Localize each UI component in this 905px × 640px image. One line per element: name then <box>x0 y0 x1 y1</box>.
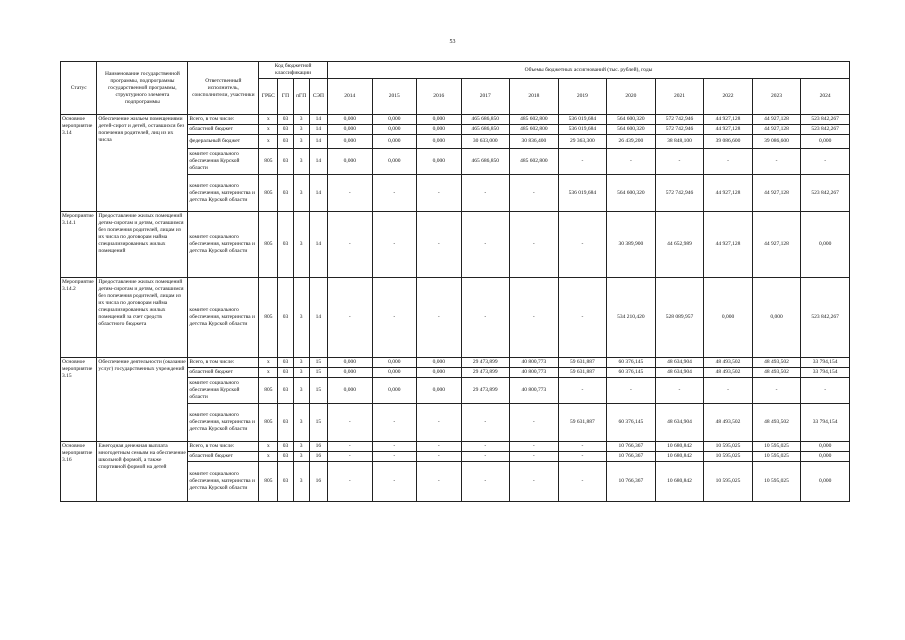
row-value: 33 794,154 <box>801 368 850 378</box>
row-code: 805 <box>259 378 278 404</box>
row-value: - <box>417 175 462 212</box>
row-responsible: комитет социального обеспечения, материнства и детства Курской области <box>188 175 259 212</box>
row-value: - <box>510 278 559 358</box>
header-year: 2019 <box>558 79 607 115</box>
row-value: 536 019,684 <box>558 175 607 212</box>
row-value: - <box>417 442 462 452</box>
row-value: - <box>328 212 373 278</box>
row-name: Предоставление жилых помещений детям-сиротам и детям, оставшимся без попечения родителей, лицам из их числа по договорам найма специализированных жилых помещений за счет средств областного бюджета <box>97 278 188 358</box>
row-value: 0,000 <box>417 149 462 175</box>
row-value: - <box>372 212 417 278</box>
header-year: 2018 <box>510 79 559 115</box>
row-code: 03 <box>278 378 293 404</box>
row-value: 29 363,300 <box>558 135 607 149</box>
row-value: 44 927,128 <box>752 115 801 125</box>
row-value: - <box>417 404 462 442</box>
row-code: 14 <box>309 115 327 125</box>
row-value: 0,000 <box>801 135 850 149</box>
row-code: 3 <box>293 135 309 149</box>
row-value: - <box>461 442 510 452</box>
row-value: 48 493,502 <box>704 404 753 442</box>
row-value: 44 927,128 <box>752 175 801 212</box>
row-value: 10 680,842 <box>655 442 704 452</box>
row-value: - <box>461 278 510 358</box>
header-year: 2024 <box>801 79 850 115</box>
row-value: 44 927,128 <box>752 212 801 278</box>
row-value: - <box>655 149 704 175</box>
budget-table <box>60 61 850 502</box>
row-value: 0,000 <box>372 125 417 135</box>
row-value: 44 927,128 <box>752 125 801 135</box>
row-value: 10 595,025 <box>752 462 801 502</box>
row-value: 0,000 <box>801 462 850 502</box>
row-value: 48 493,502 <box>752 358 801 368</box>
row-name: Обеспечение жильем помещениями детей-сирот и детей, оставшихся без попечения родителей, лиц из их числа <box>97 115 188 212</box>
row-code: 15 <box>309 368 327 378</box>
row-value: 0,000 <box>372 368 417 378</box>
row-code: 03 <box>278 125 293 135</box>
row-code: х <box>259 358 278 368</box>
row-value: 40 800,773 <box>510 368 559 378</box>
row-value: - <box>510 452 559 462</box>
table-row <box>61 442 850 452</box>
row-code: 3 <box>293 278 309 358</box>
row-value: 60 376,145 <box>607 368 656 378</box>
row-code: 3 <box>293 125 309 135</box>
row-code: 15 <box>309 358 327 368</box>
row-value: 10 595,025 <box>704 452 753 462</box>
row-value: 38 848,100 <box>655 135 704 149</box>
row-value: 523 842,267 <box>801 115 850 125</box>
row-value: - <box>510 212 559 278</box>
row-value: - <box>417 212 462 278</box>
row-value: 60 376,145 <box>607 358 656 368</box>
header-status: Статус <box>61 62 97 115</box>
header-code-col: ГРБС <box>259 79 278 115</box>
row-value: 485 602,800 <box>510 125 559 135</box>
row-value: 0,000 <box>417 125 462 135</box>
row-code: 15 <box>309 378 327 404</box>
header-year: 2022 <box>704 79 753 115</box>
row-responsible: комитет социального обеспечения, материнства и детства Курской области <box>188 404 259 442</box>
row-value: 30 389,900 <box>607 212 656 278</box>
row-value: 39 086,600 <box>752 135 801 149</box>
row-value: 48 634,904 <box>655 358 704 368</box>
row-code: 3 <box>293 378 309 404</box>
row-code: 14 <box>309 278 327 358</box>
row-value: - <box>328 175 373 212</box>
row-value: 10 595,025 <box>752 452 801 462</box>
row-value: - <box>372 175 417 212</box>
row-value: 40 800,773 <box>510 378 559 404</box>
row-value: 536 019,684 <box>558 115 607 125</box>
row-value: 29 473,899 <box>461 368 510 378</box>
row-code: 805 <box>259 462 278 502</box>
row-value: - <box>655 378 704 404</box>
row-code: 03 <box>278 175 293 212</box>
row-value: - <box>461 404 510 442</box>
row-code: 03 <box>278 452 293 462</box>
row-value: 523 842,267 <box>801 175 850 212</box>
table-row <box>61 278 850 358</box>
row-value: 0,000 <box>328 378 373 404</box>
row-code: 805 <box>259 175 278 212</box>
row-value: 40 800,773 <box>510 358 559 368</box>
table-row <box>61 212 850 278</box>
row-value: 523 842,267 <box>801 278 850 358</box>
row-value: 572 742,946 <box>655 175 704 212</box>
row-value: 528 089,957 <box>655 278 704 358</box>
row-code: 15 <box>309 404 327 442</box>
row-value: 48 634,904 <box>655 368 704 378</box>
row-code: 3 <box>293 115 309 125</box>
row-value: - <box>372 452 417 462</box>
row-code: 14 <box>309 149 327 175</box>
row-responsible: комитет социального обеспечения, материнства и детства Курской области <box>188 278 259 358</box>
row-value: 10 766,367 <box>607 452 656 462</box>
row-code: 03 <box>278 442 293 452</box>
header-code-col: ГП <box>278 79 293 115</box>
row-code: 14 <box>309 135 327 149</box>
row-code: 3 <box>293 358 309 368</box>
row-code: 16 <box>309 452 327 462</box>
row-value: 0,000 <box>801 452 850 462</box>
row-value: - <box>328 442 373 452</box>
row-value: 29 473,899 <box>461 358 510 368</box>
row-value: - <box>328 452 373 462</box>
row-value: 0,000 <box>372 378 417 404</box>
row-value: 523 842,267 <box>801 125 850 135</box>
row-value: 48 634,904 <box>655 404 704 442</box>
row-value: 30 836,400 <box>510 135 559 149</box>
row-value: 59 631,887 <box>558 404 607 442</box>
row-code: х <box>259 442 278 452</box>
row-value: 44 652,989 <box>655 212 704 278</box>
row-value: - <box>372 442 417 452</box>
row-value: 0,000 <box>372 135 417 149</box>
row-code: 03 <box>278 115 293 125</box>
row-value: - <box>372 278 417 358</box>
row-value: 0,000 <box>417 358 462 368</box>
row-code: 03 <box>278 149 293 175</box>
header-year: 2015 <box>372 79 417 115</box>
header-code-group: Код бюджетной классификации <box>259 62 328 79</box>
row-value: 10 595,025 <box>752 442 801 452</box>
row-code: 805 <box>259 404 278 442</box>
row-code: х <box>259 125 278 135</box>
header-year: 2016 <box>417 79 462 115</box>
row-value: 465 686,850 <box>461 149 510 175</box>
row-value: 534 210,420 <box>607 278 656 358</box>
row-responsible: Всего, в том числе: <box>188 115 259 125</box>
row-value: 0,000 <box>752 278 801 358</box>
row-code: 805 <box>259 149 278 175</box>
row-code: 03 <box>278 404 293 442</box>
row-value: - <box>801 378 850 404</box>
row-value: 59 631,887 <box>558 368 607 378</box>
row-value: - <box>328 404 373 442</box>
table-row <box>61 115 850 125</box>
row-value: 0,000 <box>801 442 850 452</box>
row-code: 3 <box>293 212 309 278</box>
row-value: - <box>372 404 417 442</box>
row-value: - <box>558 442 607 452</box>
row-value: - <box>704 149 753 175</box>
row-value: 30 633,000 <box>461 135 510 149</box>
row-code: х <box>259 368 278 378</box>
header-year: 2021 <box>655 79 704 115</box>
row-code: 14 <box>309 125 327 135</box>
row-value: 48 493,502 <box>752 404 801 442</box>
row-code: 16 <box>309 442 327 452</box>
row-code: 3 <box>293 368 309 378</box>
row-value: 0,000 <box>328 115 373 125</box>
row-value: 0,000 <box>372 358 417 368</box>
row-value: - <box>510 404 559 442</box>
row-value: - <box>510 442 559 452</box>
row-status: Основное мероприятие 3.15 <box>61 358 97 442</box>
row-value: - <box>558 452 607 462</box>
table-row <box>61 358 850 368</box>
row-value: - <box>558 462 607 502</box>
row-value: - <box>558 378 607 404</box>
row-value: 48 493,502 <box>704 368 753 378</box>
row-name: Предоставление жилых помещений детям-сиротам и детям, оставшимся без попечения родителей, лицам из их числа по договорам найма специализированных жилых помещений <box>97 212 188 278</box>
row-name: Ежегодная денежная выплата многодетным семьям на обеспечение школьной формой, а также спортивной формой на детей <box>97 442 188 502</box>
row-value: 536 019,684 <box>558 125 607 135</box>
row-responsible: комитет социального обеспечения Курской области <box>188 378 259 404</box>
row-code: 14 <box>309 212 327 278</box>
row-code: 805 <box>259 278 278 358</box>
row-value: - <box>801 149 850 175</box>
row-value: - <box>558 212 607 278</box>
row-code: 3 <box>293 149 309 175</box>
row-value: 10 680,842 <box>655 462 704 502</box>
row-value: 33 794,154 <box>801 358 850 368</box>
row-value: 0,000 <box>328 358 373 368</box>
row-value: - <box>752 378 801 404</box>
header-year: 2020 <box>607 79 656 115</box>
row-value: - <box>328 462 373 502</box>
row-value: 10 595,025 <box>704 442 753 452</box>
row-value: - <box>417 278 462 358</box>
row-value: 564 600,320 <box>607 125 656 135</box>
row-code: 03 <box>278 358 293 368</box>
row-value: 572 742,946 <box>655 115 704 125</box>
row-value: 10 766,367 <box>607 442 656 452</box>
row-code: 03 <box>278 278 293 358</box>
row-responsible: областной бюджет <box>188 368 259 378</box>
row-value: 485 602,800 <box>510 115 559 125</box>
row-code: 3 <box>293 175 309 212</box>
row-value: - <box>607 149 656 175</box>
row-code: 3 <box>293 404 309 442</box>
row-value: 26 439,200 <box>607 135 656 149</box>
row-value: - <box>752 149 801 175</box>
row-status: Основное мероприятие 3.16 <box>61 442 97 502</box>
row-value: 0,000 <box>372 149 417 175</box>
row-value: 48 493,502 <box>704 358 753 368</box>
row-value: 10 595,025 <box>704 462 753 502</box>
row-value: 0,000 <box>417 378 462 404</box>
row-value: 0,000 <box>704 278 753 358</box>
row-value: 485 602,800 <box>510 149 559 175</box>
header-code-col: СЭП <box>309 79 327 115</box>
row-code: 03 <box>278 462 293 502</box>
row-value: 564 600,320 <box>607 115 656 125</box>
row-code: 16 <box>309 462 327 502</box>
row-value: 10 680,842 <box>655 452 704 462</box>
row-value: 0,000 <box>328 135 373 149</box>
row-value: - <box>607 378 656 404</box>
row-value: - <box>510 462 559 502</box>
row-value: - <box>461 462 510 502</box>
header-responsible: Ответственный исполнитель, соисполнители, участники <box>188 62 259 115</box>
row-name: Обеспечение деятельности (оказание услуг) государственных учреждений <box>97 358 188 442</box>
row-value: - <box>461 212 510 278</box>
row-value: 0,000 <box>328 149 373 175</box>
row-value: 0,000 <box>417 368 462 378</box>
row-code: 805 <box>259 212 278 278</box>
row-value: 29 473,899 <box>461 378 510 404</box>
row-value: 59 631,887 <box>558 358 607 368</box>
row-status: Основное мероприятие 3.14 <box>61 115 97 212</box>
header-year: 2017 <box>461 79 510 115</box>
row-value: 39 086,600 <box>704 135 753 149</box>
row-value: - <box>417 452 462 462</box>
row-code: 03 <box>278 368 293 378</box>
row-value: 572 742,946 <box>655 125 704 135</box>
row-value: 48 493,502 <box>752 368 801 378</box>
header-year: 2023 <box>752 79 801 115</box>
row-value: 0,000 <box>801 212 850 278</box>
row-value: 60 376,145 <box>607 404 656 442</box>
row-value: - <box>328 278 373 358</box>
row-responsible: Всего, в том числе: <box>188 358 259 368</box>
row-value: 0,000 <box>417 135 462 149</box>
row-code: х <box>259 115 278 125</box>
row-code: 3 <box>293 442 309 452</box>
row-status: Мероприятие 3.14.2 <box>61 278 97 358</box>
row-value: 0,000 <box>328 368 373 378</box>
row-responsible: комитет социального обеспечения, материнства и детства Курской области <box>188 212 259 278</box>
row-code: х <box>259 452 278 462</box>
row-value: 10 766,367 <box>607 462 656 502</box>
row-value: 0,000 <box>372 115 417 125</box>
row-value: 44 927,128 <box>704 125 753 135</box>
header-volumes-group: Объемы бюджетных ассигнований (тыс. рублей), годы <box>328 62 850 79</box>
row-value: - <box>417 462 462 502</box>
row-responsible: Всего, в том числе: <box>188 442 259 452</box>
row-value: 564 600,320 <box>607 175 656 212</box>
header-code-col: пГП <box>293 79 309 115</box>
row-responsible: федеральный бюджет <box>188 135 259 149</box>
row-value: 465 686,850 <box>461 125 510 135</box>
row-value: 44 927,128 <box>704 115 753 125</box>
row-code: 3 <box>293 452 309 462</box>
row-code: х <box>259 135 278 149</box>
row-value: - <box>510 175 559 212</box>
header-name: Наименование государственной программы, подпрограммы государственной программы, структурного элемента подпрограммы <box>97 62 188 115</box>
row-value: - <box>558 149 607 175</box>
row-code: 14 <box>309 175 327 212</box>
row-status: Мероприятие 3.14.1 <box>61 212 97 278</box>
header-year: 2014 <box>328 79 373 115</box>
row-value: 0,000 <box>328 125 373 135</box>
row-value: - <box>461 175 510 212</box>
row-code: 3 <box>293 462 309 502</box>
row-value: - <box>461 452 510 462</box>
page-number: 53 <box>449 39 456 45</box>
row-value: 0,000 <box>417 115 462 125</box>
row-code: 03 <box>278 212 293 278</box>
row-value: - <box>704 378 753 404</box>
row-value: 44 927,128 <box>704 212 753 278</box>
row-responsible: комитет социального обеспечения, материнства и детства Курской области <box>188 462 259 502</box>
row-value: 33 794,154 <box>801 404 850 442</box>
row-code: 03 <box>278 135 293 149</box>
row-responsible: комитет социального обеспечения Курской области <box>188 149 259 175</box>
row-value: - <box>558 278 607 358</box>
row-value: - <box>372 462 417 502</box>
row-responsible: областной бюджет <box>188 452 259 462</box>
row-value: 44 927,128 <box>704 175 753 212</box>
row-value: 465 686,850 <box>461 115 510 125</box>
row-responsible: областной бюджет <box>188 125 259 135</box>
